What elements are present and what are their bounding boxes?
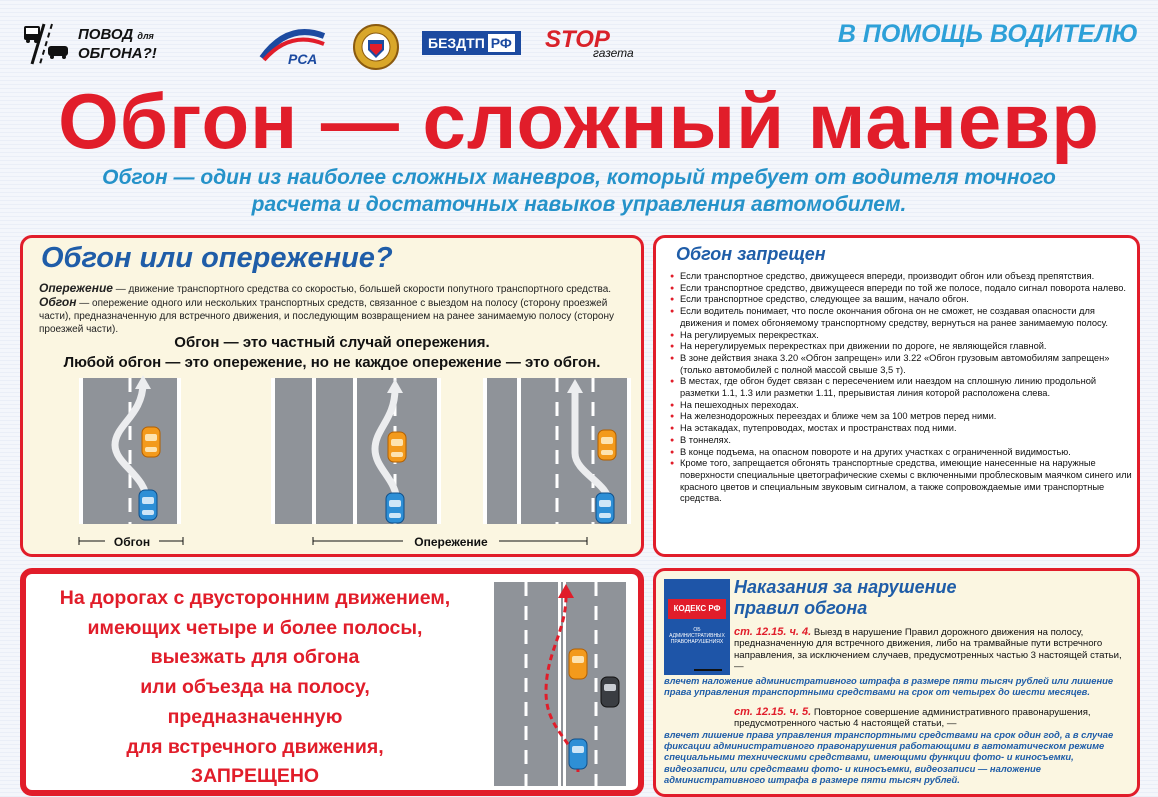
warning-line: предназначенную — [167, 705, 343, 728]
note-partial-case: Обгон — это частный случай опережения. — [174, 334, 490, 351]
penalty-2: влечет лишение права управления транспортными средствами на срок один год, а в случае фиксации административного правонарушения работающими в автоматическом режиме специальными техническими средствами, имеющими функции фото- и киносъемки, видеозаписи, или средствами фото- и киносъемки, видеозаписи — наложение административного штрафа в размере пяти тысяч рублей. — [664, 729, 1114, 785]
bezdtp-rf: РФ — [488, 34, 515, 52]
gazeta-text: газета — [593, 46, 634, 60]
logo-povod-small: для — [137, 31, 154, 41]
list-item: ● В тоннелях. — [670, 435, 1136, 447]
tagline: В ПОМОЩЬ ВОДИТЕЛЮ — [837, 20, 1138, 48]
list-item: ● На железнодорожных переездах и ближе чем за 100 метров перед ними. — [670, 411, 1136, 423]
kodeks-sub: ОБ АДМИНИСТРАТИВНЫХ ПРАВОНАРУШЕНИЯХ — [669, 627, 725, 645]
list-item: ● Если водитель понимает, что после окончания обгона он не сможет, не создавая опасности для движения и помех обгоняемому транспортному средству, вернуться на ранее занимаемую полосу. — [670, 306, 1136, 329]
warning-line-prohibited: ЗАПРЕЩЕНО — [190, 765, 320, 788]
page-title: Обгон — сложный маневр — [58, 77, 1100, 165]
two-way-roads-panel — [20, 568, 644, 796]
article-text: Повторное совершение административного правонарушения, предусмотренного частью 4 настоящей статьи, — — [734, 707, 1091, 730]
label-obgon: Обгон — [113, 535, 151, 549]
list-item: ● Если транспортное средство, движущееся впереди, производит обгон или объезд препятствия. — [670, 271, 1136, 283]
term-advance: Опережение — [39, 281, 113, 295]
list-item: ● На эстакадах, путепроводах, мостах и пространствах под ними. — [670, 423, 1136, 435]
article-text: Выезд в нарушение Правил дорожного движения на полосу, предназначенную для встречного движения, либо на трамвайные пути встречного направления, за исключением случаев, предусмотренных частью 3 настоящей статьи, — — [734, 627, 1122, 673]
list-item: ● На нерегулируемых перекрестках при движении по дороге, не являющейся главной. — [670, 341, 1136, 353]
list-item: ● На пешеходных переходах. — [670, 400, 1136, 412]
header — [0, 0, 1158, 80]
divider — [694, 669, 722, 671]
definition-overtake — [39, 296, 639, 336]
panel-title-line1: Наказания за нарушение — [734, 577, 957, 597]
warning-line: выезжать для обгона — [150, 646, 360, 669]
article-12-15-4 — [734, 627, 1132, 673]
list-item: ● Если транспортное средство, следующее за вашим, начало обгон. — [670, 294, 1136, 306]
panel-title-line2: правил обгона — [734, 598, 868, 618]
list-item: ● В местах, где обгон будет связан с пересечением или наездом на сплошную линию продольной разметки 1.1, 1.3 или разметки 1.11, прерывистая линия которой расположена слева. — [670, 376, 1136, 399]
svg-text:РСА: РСА — [288, 51, 318, 66]
list-item: ● Кроме того, запрещается обгонять транспортные средства, имеющие нанесенные на наружные поверхности специальные цветографические схемы с включенными проблесковым маячком синего или красного цветов и специальным звуковым сигналом, а также сопровождаемые ими транспортные средства. — [670, 458, 1136, 505]
stop-text: STOP — [545, 26, 610, 53]
panel-title — [734, 577, 957, 619]
logo-povod-dlya-obgona — [20, 22, 195, 66]
kodeks-book-icon — [664, 579, 730, 675]
page-subtitle: Обгон — один из наиболее сложных маневров, который требует от водителя точного расчета и достаточных навыков управления автомобилем. — [102, 166, 1056, 216]
warning-line: или объезда на полосу, — [140, 676, 370, 699]
definition-advance-text: — движение транспортного средства со скоростью, большей скорости попутного транспортного средства. — [112, 284, 612, 295]
car-overtaking — [139, 490, 157, 520]
label-operezhenie: Опережение — [414, 535, 488, 549]
logo-povod-text — [78, 26, 157, 62]
overtake-vs-advance-panel — [20, 235, 644, 557]
definition-advance — [39, 282, 639, 296]
two-way-warning — [30, 584, 480, 792]
bezdtp-logo — [422, 31, 521, 55]
overtake-prohibited-panel — [653, 235, 1140, 557]
kodeks-label: КОДЕКС РФ — [668, 599, 726, 619]
road-signs-icon — [20, 22, 72, 66]
rsa-logo — [258, 28, 328, 66]
note-every-overtake: Любой обгон — это опережение, но не каждое опережение — это обгон. — [63, 354, 601, 371]
stop-gazeta-logo — [545, 26, 634, 60]
road-overtake-diagram — [79, 375, 183, 549]
list-item: ● В зоне действия знака 3.20 «Обгон запрещен» или 3.22 «Обгон грузовым автомобилям запрещен» (только автомобилей с полной массой свыше 3,5 т). — [670, 353, 1136, 376]
logo-povod-line2: ОБГОНА?! — [78, 45, 157, 62]
panel-title: Обгон запрещен — [676, 244, 826, 264]
logo-povod-line1: ПОВОД — [78, 26, 134, 43]
list-item: ● В конце подъема, на опасном повороте и на других участках с ограниченной видимостью. — [670, 447, 1136, 459]
bezdtp-main: БЕЗДТП — [428, 35, 485, 51]
road-advance-diagram-2 — [483, 378, 631, 524]
article-12-15-5 — [734, 707, 1132, 730]
article-ref: ст. 12.15. ч. 5. — [734, 706, 812, 718]
gibdd-emblem — [352, 22, 400, 72]
panel-title: Обгон или опережение? — [41, 242, 393, 274]
warning-line: На дорогах с двусторонним движением, — [59, 587, 451, 609]
term-overtake: Обгон — [39, 295, 77, 309]
road-diagrams — [23, 375, 641, 555]
warning-line: имеющих четыре и более полосы, — [87, 616, 423, 639]
definition-overtake-text: — опережение одного или нескольких транспортных средств, связанное с выездом на полосу (сторону проезжей части), предназначенную для встречного движения, и последующим возвращением на ранее занимаемую полосу (сторону проезжей части). — [39, 298, 615, 335]
car-overtaken — [142, 427, 160, 457]
penalty-1: влечет наложение административного штрафа в размере пяти тысяч рублей или лишение права управления транспортными средствами на срок от четырех до шести месяцев. — [664, 675, 1114, 698]
list-item: ● На регулируемых перекрестках. — [670, 330, 1136, 342]
list-item: ● Если транспортное средство, движущееся впереди по той же полосе, подало сигнал поворота налево. — [670, 283, 1136, 295]
prohibited-list — [670, 271, 1136, 505]
penalties-panel — [653, 568, 1140, 797]
article-ref: ст. 12.15. ч. 4. — [734, 626, 812, 638]
warning-line: для встречного движения, — [126, 735, 384, 758]
four-lane-road-diagram — [486, 582, 634, 786]
road-advance-diagram-1 — [271, 378, 441, 524]
